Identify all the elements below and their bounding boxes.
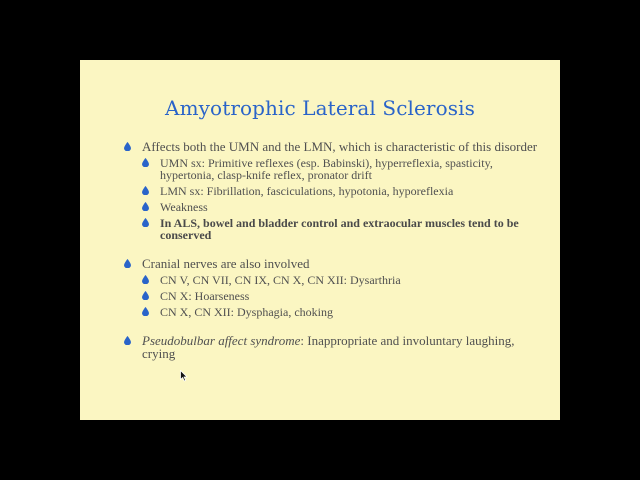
bullet-text: : Inappropriate and involuntary laughing, crying (142, 333, 515, 361)
bullet-text: Affects both the UMN and the LMN, which is characteristic of this disorder (142, 139, 538, 154)
bullet-text-italic: Pseudobulbar affect syndrome (142, 333, 301, 348)
sub-bullet-text: CN V, CN VII, CN IX, CN X, CN XII: Dysarthria (160, 273, 401, 287)
slide-content (120, 140, 550, 360)
sub-bullet-item (140, 290, 550, 302)
sub-bullet-item (140, 201, 550, 213)
sub-bullet-text: UMN sx: Primitive reflexes (esp. Babinski), hyperreflexia, spasticity, hypertonia, clasp-knife reflex, pronator drift (160, 156, 493, 182)
water-drop-icon (124, 142, 131, 151)
water-drop-icon (142, 275, 149, 284)
sub-bullet-text: In ALS, bowel and bladder control and extraocular muscles tend to be conserved (160, 216, 519, 242)
sub-bullet-text: Weakness (160, 200, 208, 214)
bullet-item (120, 257, 550, 270)
water-drop-icon (142, 307, 149, 316)
slide (80, 60, 560, 420)
sub-bullet-text: CN X, CN XII: Dysphagia, choking (160, 305, 333, 319)
slide-title: Amyotrophic Lateral Sclerosis (165, 96, 475, 120)
water-drop-icon (142, 218, 149, 227)
sub-bullet-item (140, 306, 550, 318)
water-drop-icon (142, 291, 149, 300)
bullet-item (120, 334, 550, 360)
sub-bullet-text: LMN sx: Fibrillation, fasciculations, hypotonia, hyporeflexia (160, 184, 454, 198)
water-drop-icon (142, 158, 149, 167)
water-drop-icon (142, 186, 149, 195)
mouse-pointer-icon (180, 370, 188, 382)
sub-bullet-item (140, 157, 550, 181)
water-drop-icon (124, 336, 131, 345)
sub-bullet-item (140, 274, 550, 286)
water-drop-icon (142, 202, 149, 211)
bullet-text: Cranial nerves are also involved (142, 256, 310, 271)
sub-bullet-item (140, 185, 550, 197)
sub-bullet-text: CN X: Hoarseness (160, 289, 250, 303)
sub-bullet-item (140, 217, 550, 241)
water-drop-icon (124, 259, 131, 268)
bullet-item (120, 140, 550, 153)
